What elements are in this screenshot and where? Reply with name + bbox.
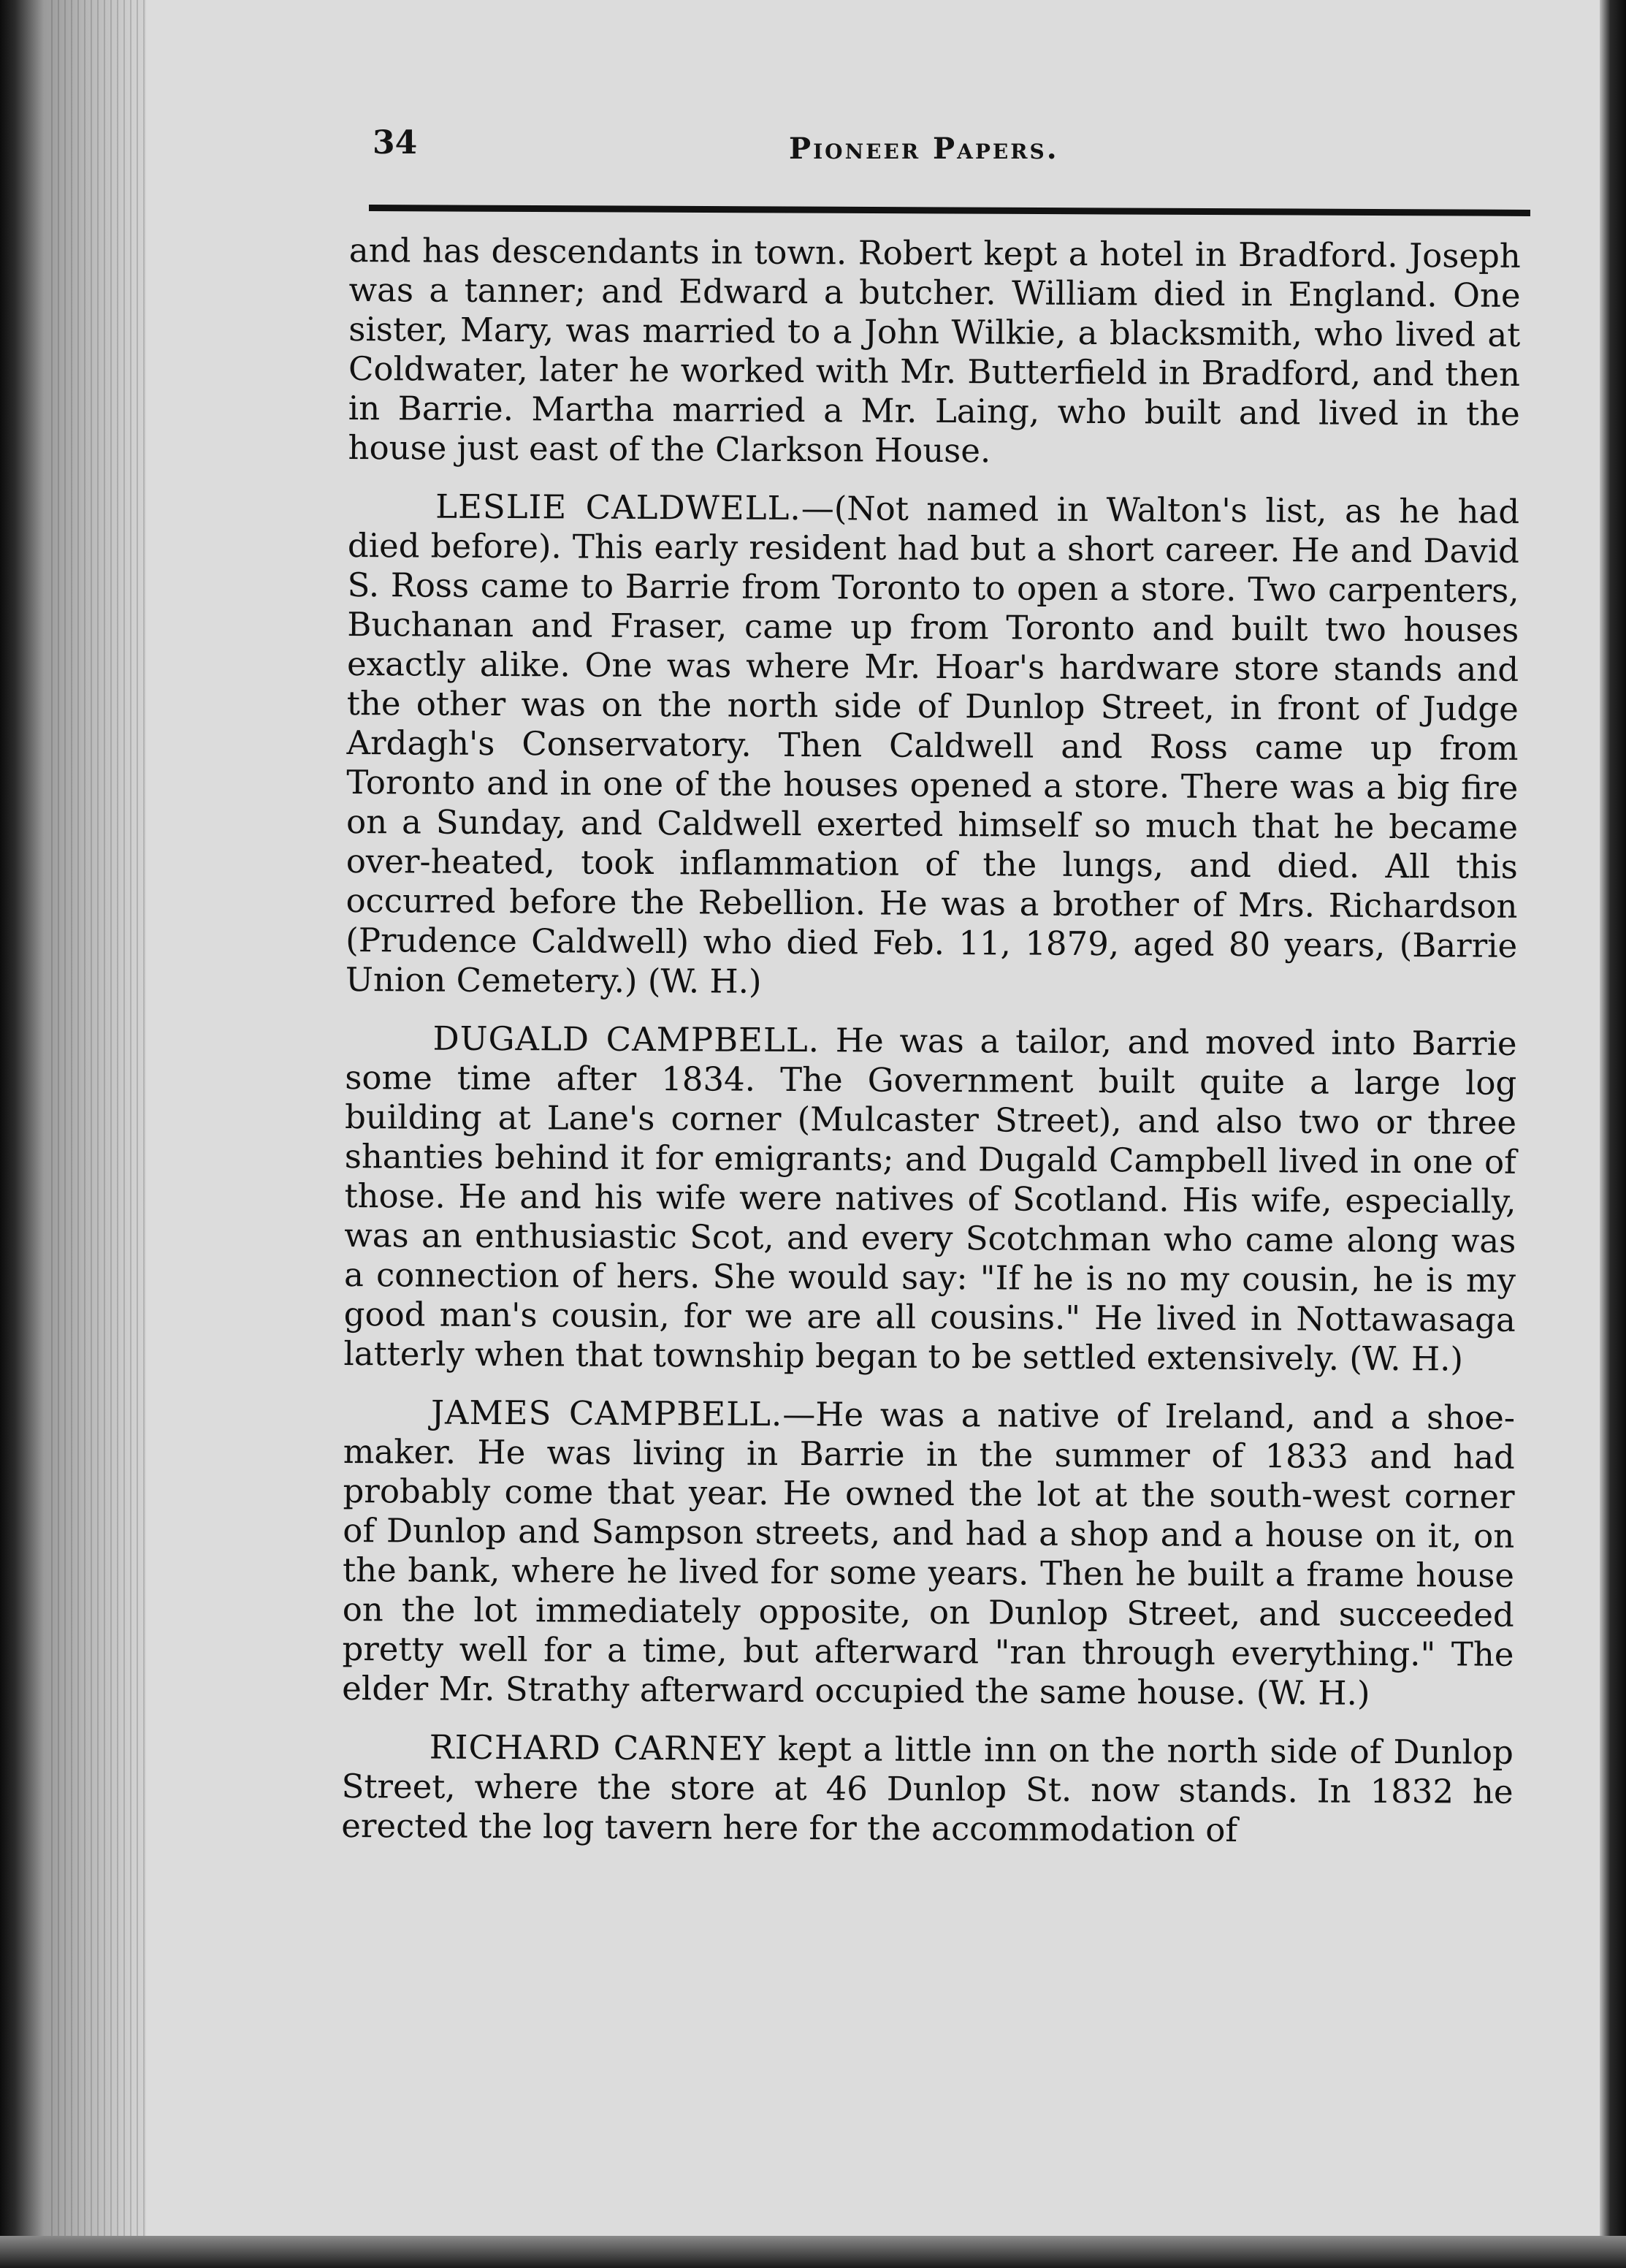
page-header bbox=[373, 117, 1527, 183]
body-text bbox=[341, 231, 1521, 1871]
page-number: 34 bbox=[373, 124, 418, 161]
paragraph-continuation bbox=[348, 231, 1521, 473]
entry-name: JAMES CAMPBELL. bbox=[430, 1393, 783, 1434]
entry-james-campbell bbox=[342, 1393, 1515, 1714]
entry-name: RICHARD CARNEY bbox=[429, 1727, 766, 1768]
page-right-edge bbox=[1600, 0, 1626, 2268]
paragraph-text: and has descendants in town. Robert kept a hotel in Bradford. Joseph was a tanner; and Edward a butcher. William died in England. One sister, Mary, was married to a John Wilkie, a blacksmith, who lived at Coldwater, later he worked with Mr. Butterfield in Bradford, and then in Barrie. Martha married a Mr. Laing, who built and lived in the house just east of the Clarkson House. bbox=[348, 231, 1521, 471]
entry-dugald-campbell bbox=[343, 1019, 1516, 1380]
entry-text: —(Not named in Walton's list, as he had died before). This early resident had but a short career. He and David S. Ross came to Barrie from Toronto to open a store. Two carpenters, Buchanan and Fraser, came up from Toronto and built two houses exactly alike. One was where Mr. Hoar's hardware store stands and the other was on the north side of Dunlop Street, in front of Judge Ardagh's Conservatory. Then Caldwell and Ross came up from Toronto and in one of the houses opened a store. There was a big fire on a Sunday, and Caldwell exerted himself so much that he became over-heated, took inflammation of the lungs, and died. All this occurred before the Rebellion. He was a brother of Mrs. Richardson (Prudence Caldwell) who died Feb. 11, 1879, aged 80 years, (Barrie Union Cemetery.) (W. H.) bbox=[345, 489, 1520, 1001]
entry-text: kept a little inn on the north side of Dunlop Street, where the store at 46 Dunlop St. now stands. In 1832 he erected the log tavern here for the accommodation of bbox=[341, 1729, 1514, 1849]
running-title: Pioneer Papers. bbox=[789, 132, 1059, 166]
entry-richard-carney bbox=[341, 1727, 1514, 1852]
entry-text: He was a tailor, and moved into Barrie some time after 1834. The Government built quite a large log building at Lane's corner (Mulcaster Street), and also two or three shanties behind it for emigrants; and Dugald Campbell lived in one of those. He and his wife were natives of Scotland. His wife, especially, was an enthusiastic Scot, and every Scotchman who came along was a connection of hers. She would say: "If he is no my cousin, he is my good man's cousin, for we are all cousins." He lived in Nottawasaga latterly when that township began to be settled extensively. (W. H.) bbox=[343, 1021, 1517, 1379]
entry-text: —He was a native of Ireland, and a shoe-maker. He was living in Barrie in the summer of 1833 and had probably come that year. He owned the lot at the south-west corner of Dunlop and Sampson streets, and had a shop and a house on it, on the bank, where he lived for some years. Then he built a frame house on the lot immediately opposite, on Dunlop Street, and succeeded pretty well for a time, but afterward "ran through everything." The elder Mr. Strathy afterward occupied the same house. (W. H.) bbox=[342, 1394, 1516, 1713]
entry-name: LESLIE CALDWELL. bbox=[435, 487, 801, 528]
entry-name: DUGALD CAMPBELL. bbox=[432, 1019, 820, 1060]
page-bottom-edge bbox=[0, 2236, 1626, 2268]
entry-leslie-caldwell bbox=[346, 487, 1519, 1005]
